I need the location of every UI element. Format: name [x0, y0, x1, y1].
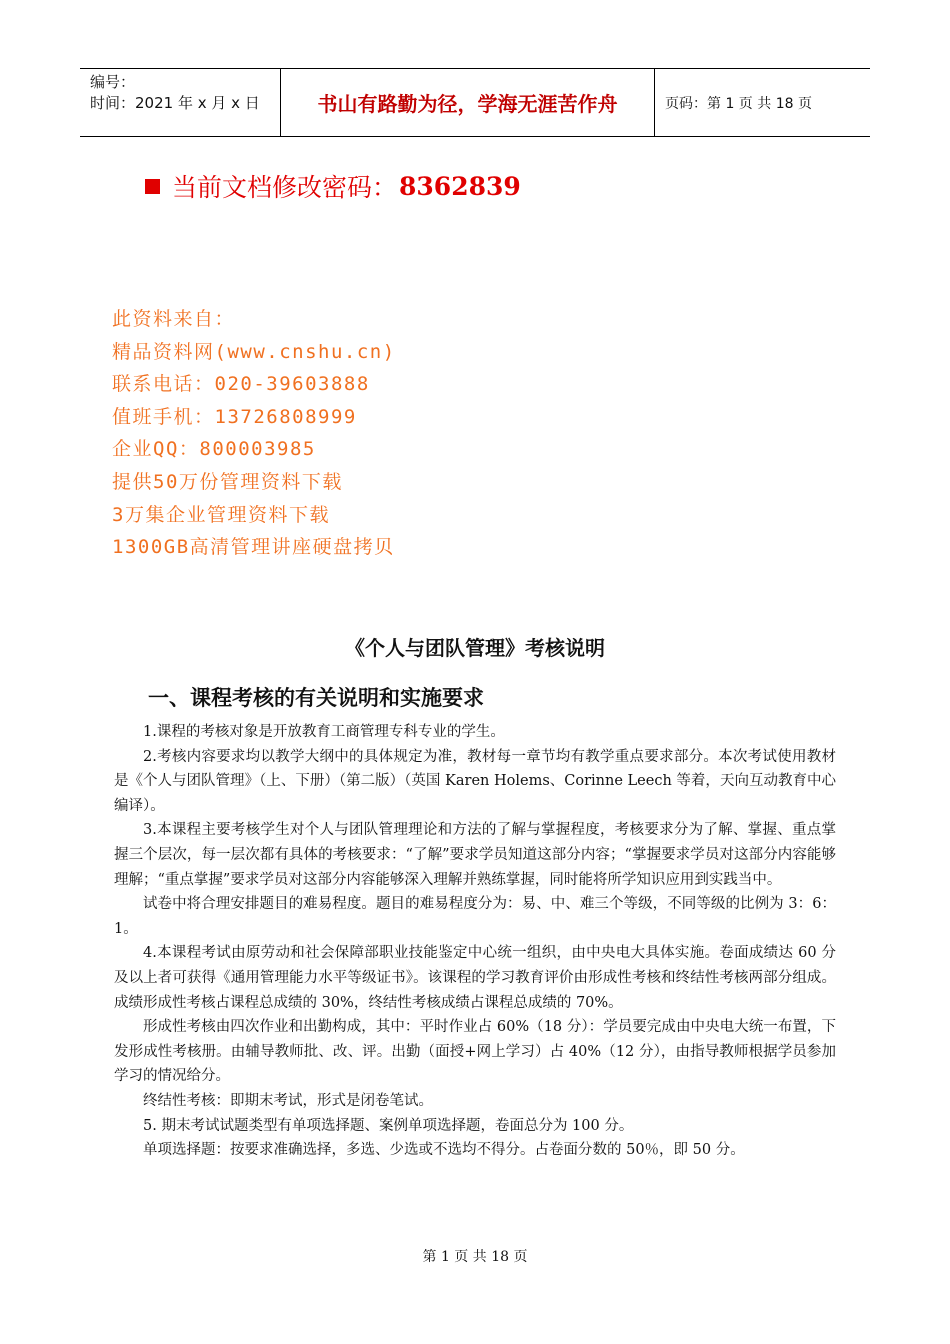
paragraph: 终结性考核：即期末考试，形式是闭卷笔试。 — [143, 1092, 433, 1109]
source-line: 3万集企业管理资料下载 — [112, 503, 330, 526]
document-number-label: 编号： — [90, 73, 136, 91]
paragraph: 4.本课程考试由原劳动和社会保障部职业技能鉴定中心统一组织，由中央电大具体实施。卷面成绩达 60 分及以上者可获得《通用管理能力水平等级证书》。该课程的学习教育评价由形成性考核和终结性考核两部分组成。成绩形成性考核占课程总成绩的 30%，终结性考核成绩占课程总成绩的 70%。 — [114, 945, 836, 1011]
document-body — [114, 720, 836, 1163]
source-line: 1300GB高清管理讲座硬盘拷贝 — [112, 536, 395, 559]
source-line: 企业QQ：800003985 — [112, 438, 316, 461]
password-code: 8362839 — [399, 171, 521, 201]
paragraph: 3.本课程主要考核学生对个人与团队管理理论和方法的了解与掌握程度，考核要求分为了解、掌握、重点掌握三个层次，每一层次都有具体的考核要求：“了解”要求学员知道这部分内容；“掌握要求学员对这部分内容能够理解；“重点掌握”要求学员对这部分内容能够深入理解并熟练掌握，同时能将所学知识应用到实践当中。 — [114, 822, 836, 888]
document-title: 《个人与团队管理》考核说明 — [345, 636, 605, 660]
paragraph: 形成性考核由四次作业和出勤构成，其中：平时作业占 60%（18 分）：学员要完成由中央电大统一布置，下发形成性考核册。由辅导教师批、改、评。出勤（面授+网上学习）占 40%（12 分），由指导教师根据学员参加学习的情况给分。 — [114, 1019, 836, 1085]
password-notice — [145, 168, 521, 204]
source-line: 联系电话：020-39603888 — [112, 373, 370, 396]
section-heading: 一、课程考核的有关说明和实施要求 — [148, 686, 484, 710]
source-line: 精品资料网(www.cnshu.cn) — [112, 340, 396, 363]
source-line: 值班手机：13726808999 — [112, 405, 357, 428]
paragraph: 5. 期末考试试题类型有单项选择题、案例单项选择题，卷面总分为 100 分。 — [143, 1117, 634, 1134]
page-header — [80, 68, 870, 137]
header-page-number: 页码：第 1 页 共 18 页 — [665, 95, 812, 112]
square-bullet-icon — [145, 179, 160, 194]
password-label: 当前文档修改密码： — [172, 173, 398, 202]
paragraph: 单项选择题：按要求准确选择，多选、少选或不选均不得分。占卷面分数的 50％，即 50 分。 — [143, 1142, 745, 1159]
source-line: 此资料来自： — [112, 308, 236, 330]
paragraph: 1.课程的考核对象是开放教育工商管理专科专业的学生。 — [143, 724, 505, 740]
paragraph: 试卷中将合理安排题目的难易程度。题目的难易程度分为：易、中、难三个等级，不同等级的比例为 3：6：1。 — [114, 896, 836, 937]
source-line: 提供50万份管理资料下载 — [112, 470, 343, 493]
document-time-label: 时间：2021 年 x 月 x 日 — [90, 94, 260, 112]
header-info — [80, 69, 280, 136]
paragraph: 2.考核内容要求均以教学大纲中的具体规定为准，教材每一章节均有教学重点要求部分。本次考试使用教材是《个人与团队管理》（上、下册）（第二版）（英国 Karen Holems、Corinne Leech 等着，天向互动教育中心编译）。 — [114, 748, 836, 814]
header-motto: 书山有路勤为径，学海无涯苦作舟 — [280, 69, 655, 136]
source-info-block — [112, 303, 396, 564]
page-footer: 第 1 页 共 18 页 — [422, 1249, 528, 1265]
